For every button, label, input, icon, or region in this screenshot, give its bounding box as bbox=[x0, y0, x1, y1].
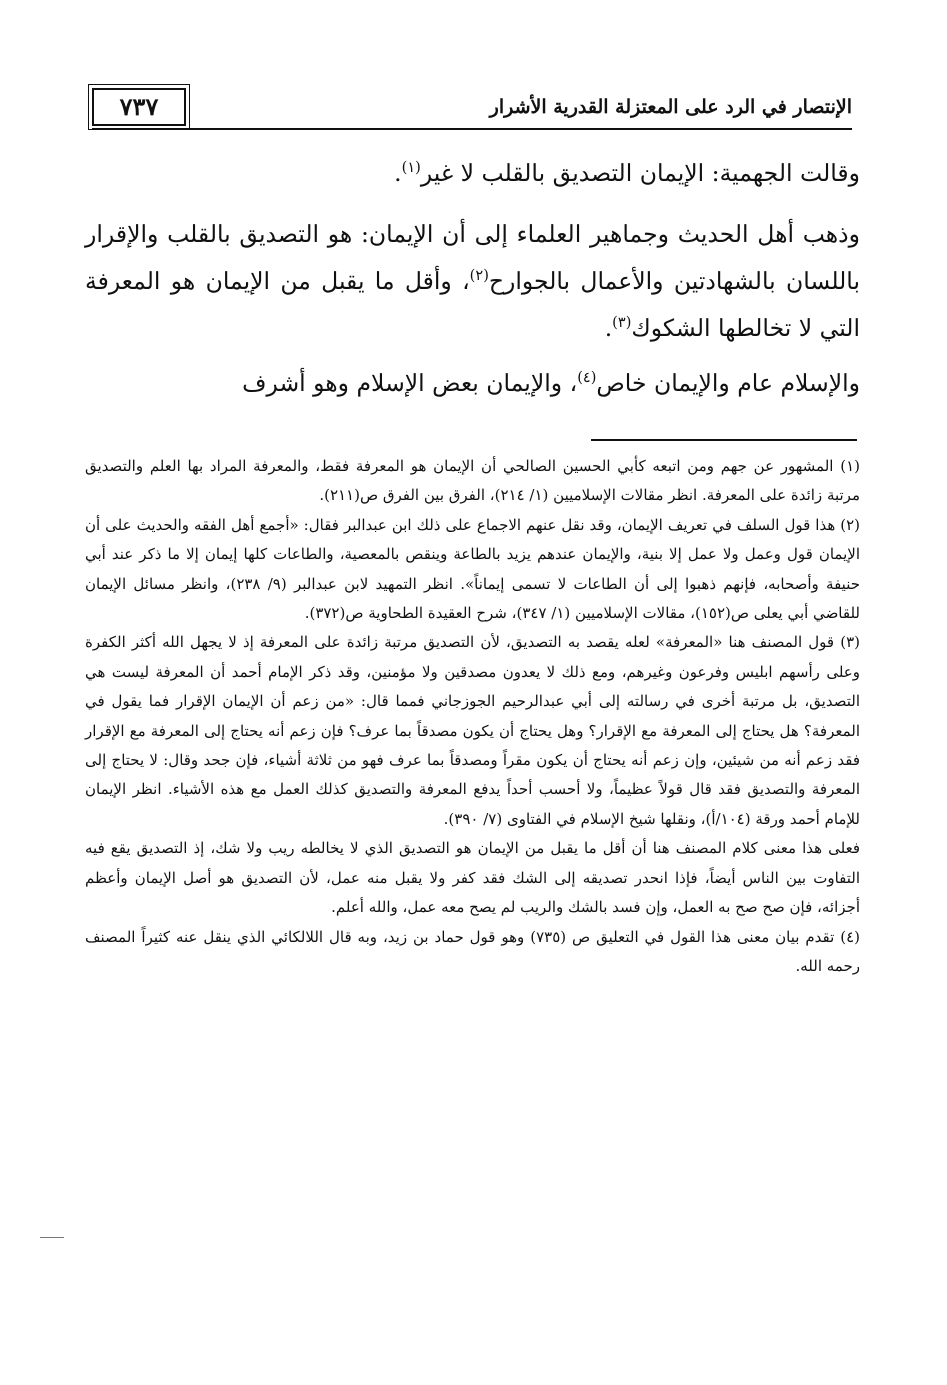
paragraph-islam-iman bbox=[85, 360, 860, 407]
footnote-1: (١) المشهور عن جهم ومن اتبعه كأبي الحسين الصالحي أن الإيمان هو المعرفة فقط، والمعرفة المراد بها العلم والتصديق مرتبة زائدة على المعرفة. انظر مقالات الإسلاميين (١/ ٢١٤)، الفرق بين الفرق ص(٢١١). bbox=[85, 457, 860, 505]
main-text bbox=[85, 150, 860, 415]
paragraph-text: ، والإيمان بعض الإسلام وهو أشرف bbox=[242, 369, 578, 397]
punctuation: . bbox=[394, 159, 402, 187]
footnotes bbox=[85, 452, 860, 981]
footnote-4: (٤) تقدم بيان معنى هذا القول في التعليق ص (٧٣٥) وهو قول حماد بن زيد، وبه قال اللالكائي الذي ينقل عنه كثيراً المصنف رحمه الله. bbox=[85, 927, 860, 975]
paragraph-text: وقالت الجهمية: الإيمان التصديق بالقلب لا غير bbox=[420, 159, 860, 187]
footnote-ref-1: (١) bbox=[401, 159, 421, 177]
paragraph-text: ، وأقل ما يقبل من الإيمان هو المعرفة التي لا تخالطها الشكوك bbox=[85, 267, 860, 342]
footnote-ref-2: (٢) bbox=[469, 267, 489, 285]
paragraph-text: وذهب أهل الحديث وجماهير العلماء إلى أن الإيمان: هو التصديق بالقلب والإقرار باللسان بالشهادتين والأعمال بالجوارح bbox=[85, 220, 860, 295]
footnote-ref-3: (٣) bbox=[612, 314, 632, 332]
page-number-box: ٧٣٧ bbox=[92, 88, 186, 126]
footnote-ref-4: (٤) bbox=[577, 369, 597, 387]
page-header bbox=[92, 88, 852, 130]
footnote-separator bbox=[591, 439, 857, 441]
paragraph-ahl-al-hadith bbox=[85, 211, 860, 352]
footnote-2: (٢) هذا قول السلف في تعريف الإيمان، وقد نقل عنهم الاجماع على ذلك ابن عبدالبر فقال: «أجمع أهل الفقه والحديث على أن الإيمان قول وعمل ولا عمل إلا بنية، والإيمان عندهم يزيد بالطاعة وينقص بالمعصية، والطاعات كلها إيمان إلا ما ذكر عند أبي حنيفة وأصحابه، فإنهم ذهبوا إلى أن الطاعات لا تسمى إيماناً». انظر التمهيد لابن عبدالبر (٩/ ٢٣٨)، وانظر مسائل الإيمان للقاضي أبي يعلى ص(١٥٢)، مقالات الإسلاميين (١/ ٣٤٧)، شرح العقيدة الطحاوية ص(٣٧٢). bbox=[85, 515, 860, 623]
running-title: الإنتصار في الرد على المعتزلة القدرية الأشرار bbox=[489, 96, 852, 118]
footnote-3-continuation: فعلى هذا معنى كلام المصنف هنا أن أقل ما يقبل من الإيمان هو التصديق الذي لا يخالطه ريب ولا شك، إذ التصديق يقع فيه التفاوت بين الناس أيضاً، فإذا انحدر تصديقه إلى الشك فقد كفر ولا يقبل منه عمل، لأن التصديق هو أصل الإيمان وأعظم أجزائه، فإن صح صح به العمل، وإن فسد بالشك والريب لم يصح معه عمل، والله أعلم. bbox=[85, 839, 860, 917]
punctuation: . bbox=[604, 314, 613, 342]
paragraph-text: والإسلام عام والإيمان خاص bbox=[596, 369, 860, 397]
margin-mark bbox=[40, 1237, 64, 1238]
footnote-3: (٣) قول المصنف هنا «المعرفة» لعله يقصد به التصديق، لأن التصديق مرتبة زائدة على المعرفة إذ لا يجهل الله أكثر الكفرة وعلى رأسهم ابليس وفرعون وغيرهم، ومع ذلك لا يعدون مصدقين ولا مؤمنين، وقد ذكر الإمام أحمد أن المعرفة ليست هي التصديق، بل مرتبة أخرى في رسالته إلى أبي عبدالرحيم الجوزجاني فمما قال: «من زعم أن الإيمان الإقرار فما يقول في المعرفة؟ هل يحتاج إلى المعرفة مع الإقرار؟ وهل يحتاج أن يكون مصدقاً بما عرف؟ فإن زعم أنه يحتاج إلى المعرفة مع الإقرار فقد زعم أنه من شيئين، وإن زعم أنه يحتاج أن يكون مقراً ومصدقاً بما عرف فهو من ثلاثة أشياء، فإن جحد وقال: لا يحتاج إلى المعرفة والتصديق فقد قال قولاً عظيماً، ولا أحسب أحداً يدفع المعرفة والتصديق كذلك العمل مع هذه الأشياء. انظر الإيمان للإمام أحمد ورقة (١٠٤/أ)، ونقلها شيخ الإسلام في الفتاوى (٧/ ٣٩٠). bbox=[85, 633, 860, 828]
paragraph-jahmiyya bbox=[85, 150, 860, 197]
